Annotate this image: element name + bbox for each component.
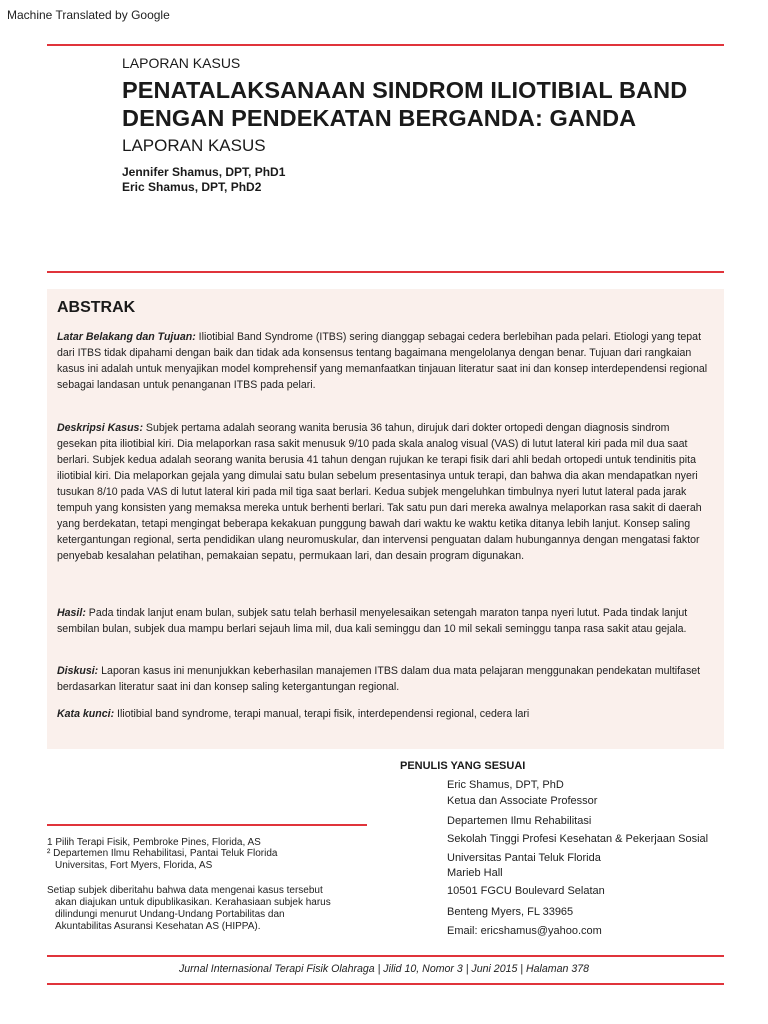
consent-line-3: dilindungi menurut Undang-Undang Portabilitas dan (55, 909, 285, 920)
corr-email[interactable]: Email: ericshamus@yahoo.com (447, 925, 602, 937)
background-text: Iliotibial Band Syndrome (ITBS) sering dianggap sebagai cedera berlebihan pada pelari. Etiologi yang tepat dari ITBS tidak dipahami dengan baik dan tidak ada konsensus tentang bagaimana mengelolanya dengan benar. Tujuan dari rangkaian kasus ini adalah untuk menyajikan model komprehensif yang memanfaatkan tinjauan literatur saat ini dan konsep interdependensi regional sebagai landasan untuk penanganan ITBS pada pelari. (57, 331, 708, 391)
results-text: Pada tindak lanjut enam bulan, subjek satu telah berhasil menyelesaikan setengah maraton tanpa nyeri lutut. Pada tindak lanjut sembilan bulan, subjek dua mampu berlari sejauh lima mil, dua kali seminggu dan 10 mil sekali seminggu tanpa rasa sakit atau gejala. (57, 607, 688, 635)
footnote-divider (47, 824, 367, 826)
author-2: Eric Shamus, DPT, PhD2 (122, 180, 262, 194)
footnote-1: 1 Pilih Terapi Fisik, Pembroke Pines, Florida, AS (47, 837, 261, 848)
footer-divider-top (47, 955, 724, 957)
abstract-results (57, 605, 712, 637)
corr-building: Marieb Hall (447, 867, 503, 879)
consent-line-1: Setiap subjek diberitahu bahwa data mengenai kasus tersebut (47, 885, 323, 896)
corr-department: Departemen Ilmu Rehabilitasi (447, 815, 592, 827)
discussion-text: Laporan kasus ini menunjukkan keberhasilan manajemen ITBS dalam dua mata pelajaran menggunakan pendekatan multifaset berdasarkan literatur saat ini dan konsep saling ketergantungan regional. (57, 665, 701, 693)
background-label: Latar Belakang dan Tujuan: (57, 331, 196, 343)
abstract-discussion (57, 663, 712, 695)
article-subtitle: LAPORAN KASUS (122, 136, 266, 155)
corr-school: Sekolah Tinggi Profesi Kesehatan & Pekerjaan Sosial (447, 833, 709, 845)
case-text: Subjek pertama adalah seorang wanita berusia 36 tahun, dirujuk dari dokter ortopedi dengan diagnosis sindrom gesekan pita iliotibial kiri. Dia melaporkan rasa sakit menusuk 9/10 pada skala analog visual (VAS) di lutut lateral kiri pada mil dua saat berlari. Subjek kedua adalah seorang wanita berusia 41 tahun dengan rujukan ke terapi fisik dari ahli bedah ortopedi untuk tendinitis pita iliotibial kiri. Dia melaporkan gejala yang dimulai satu bulan sebelum presentasinya untuk terapi, dan bahwa dia akan mendapatkan nyeri tusukan 8/10 pada VAS di lutut lateral kiri pada mil tiga saat berlari. Kedua subjek mengeluhkan timbulnya nyeri lutut lateral pada jarak tempuh yang konsisten yang memaksa mereka untuk berhenti berlari. Tak satu pun dari mereka awalnya melaporkan rasa sakit di daerah yang berdekatan, tetapi mengingat beberapa kekakuan punggung bawah dari waktu ke waktu ketika ditanya lebih lanjut. Konsep saling ketergantungan regional, serta pendidikan ulang neuromuskular, dan intervensi penguatan dalam hubungannya dengan mengatasi faktor penyebab kesalahan pelatihan, pemakaian sepatu, permukaan lari, dan desain program digunakan. (57, 422, 702, 562)
keywords-text: Iliotibial band syndrome, terapi manual, terapi fisik, interdependensi regional, cedera lari (114, 708, 530, 720)
abstract-background (57, 329, 712, 393)
case-label: Deskripsi Kasus: (57, 422, 143, 434)
footnote-2-line-2: Universitas, Fort Myers, Florida, AS (55, 860, 213, 871)
journal-citation: Jurnal Internasional Terapi Fisik Olahraga | Jilid 10, Nomor 3 | Juni 2015 | Halaman 378 (178, 963, 590, 975)
corr-name: Eric Shamus, DPT, PhD (447, 779, 564, 791)
title-line-2: DENGAN PENDEKATAN BERGANDA: GANDA (122, 105, 637, 131)
keywords-label: Kata kunci: (57, 708, 115, 720)
consent-line-2: akan diajukan untuk dipublikasikan. Kerahasiaan subjek harus (55, 897, 331, 908)
machine-translated-label: Machine Translated by Google (7, 8, 170, 22)
footer-divider-bottom (47, 983, 724, 985)
author-1: Jennifer Shamus, DPT, PhD1 (122, 165, 286, 179)
header-divider (47, 271, 724, 273)
article-type-label: LAPORAN KASUS (122, 55, 241, 71)
corr-title: Ketua dan Associate Professor (447, 795, 598, 807)
article-title (122, 76, 742, 132)
title-line-1: PENATALAKSANAAN SINDROM ILIOTIBIAL BAND (122, 77, 688, 103)
abstract-case (57, 420, 712, 564)
abstract-keywords (57, 706, 712, 722)
footnote-2-line-1: ² Departemen Ilmu Rehabilitasi, Pantai Teluk Florida (47, 848, 278, 859)
discussion-label: Diskusi: (57, 665, 99, 677)
results-label: Hasil: (57, 607, 86, 619)
corresponding-author-heading: PENULIS YANG SESUAI (400, 760, 526, 772)
corr-city: Benteng Myers, FL 33965 (447, 906, 574, 918)
corr-street: 10501 FGCU Boulevard Selatan (447, 885, 605, 897)
top-divider (47, 44, 724, 46)
abstract-heading: ABSTRAK (57, 299, 136, 316)
corr-university: Universitas Pantai Teluk Florida (447, 852, 601, 864)
consent-line-4: Akuntabilitas Asuransi Kesehatan AS (HIPPA). (55, 921, 261, 932)
